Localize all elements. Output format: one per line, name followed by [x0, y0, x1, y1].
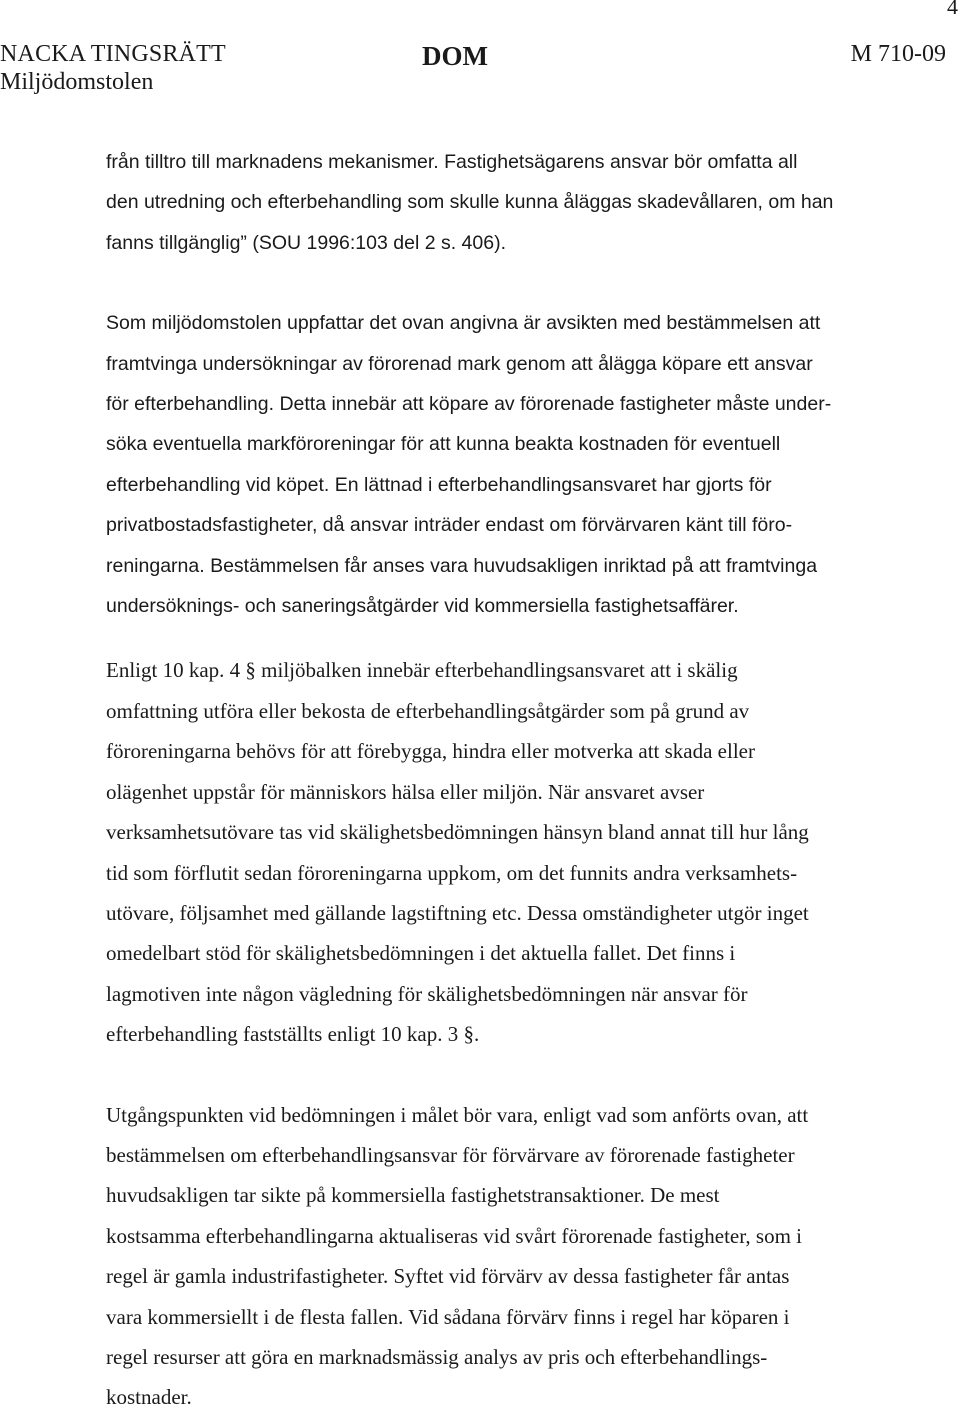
text-line: den utredning och efterbehandling som skulle kunna åläggas skadevållaren, om han: [106, 191, 834, 214]
text-line: undersöknings- och saneringsåtgärder vid kommersiella fastighetsaffärer.: [106, 595, 739, 618]
text-line: föroreningarna behövs för att förebygga, hindra eller motverka att skada eller: [106, 739, 755, 764]
text-line: efterbehandling vid köpet. En lättnad i efterbehandlingsansvaret har gjorts för: [106, 473, 772, 496]
text-line: omfattning utföra eller bekosta de efterbehandlingsåtgärder som på grund av: [106, 698, 750, 723]
text-line: för efterbehandling. Detta innebär att köpare av förorenade fastigheter måste under-: [106, 393, 832, 416]
paragraph-3: [106, 650, 896, 1054]
text-line: söka eventuella markföroreningar för att kunna beakta kostnaden för eventuell: [106, 433, 781, 456]
document-header: [0, 40, 946, 96]
text-line: Som miljödomstolen uppfattar det ovan angivna är avsikten med bestämmelsen att: [106, 312, 821, 335]
text-line: omedelbart stöd för skälighetsbedömningen i det aktuella fallet. Det finns i: [106, 941, 736, 966]
text-line: verksamhetsutövare tas vid skälighetsbedömningen hänsyn bland annat till hur lång: [106, 820, 809, 845]
text-line: vara kommersiellt i de flesta fallen. Vid sådana förvärv finns i regel har köparen i: [106, 1304, 790, 1329]
text-line: utövare, följsamhet med gällande lagstiftning etc. Dessa omständigheter utgör inget: [106, 900, 809, 925]
court-unit: Miljödomstolen: [0, 69, 154, 95]
text-line: regel resurser att göra en marknadsmässig analys av pris och efterbehandlings-: [106, 1344, 768, 1369]
text-line: regel är gamla industrifastigheter. Syftet vid förvärv av dessa fastigheter får antas: [106, 1264, 790, 1289]
text-line: kostnader.: [106, 1385, 192, 1410]
text-line: kostsamma efterbehandlingarna aktualiseras vid svårt förorenade fastigheter, som i: [106, 1223, 802, 1248]
text-line: efterbehandling fastställts enligt 10 kap. 3 §.: [106, 1022, 480, 1047]
text-line: privatbostadsfastigheter, då ansvar inträder endast om förvärvaren känt till föro-: [106, 514, 793, 537]
text-line: från tilltro till marknadens mekanismer. Fastighetsägarens ansvar bör omfatta all: [106, 151, 798, 173]
text-line: reningarna. Bestämmelsen får anses vara huvudsakligen inriktad på att framtvinga: [106, 554, 818, 577]
court-name: NACKA TINGSRÄTT: [0, 41, 226, 67]
text-line: fanns tillgänglig” (SOU 1996:103 del 2 s. 406).: [106, 231, 506, 254]
text-line: bestämmelsen om efterbehandlingsansvar för förvärvare av förorenade fastigheter: [106, 1142, 795, 1167]
paragraph-2: [106, 303, 896, 626]
text-line: olägenhet uppstår för människors hälsa eller miljön. När ansvaret avser: [106, 779, 705, 804]
text-line: lagmotiven inte någon vägledning för skälighetsbedömningen när ansvar för: [106, 981, 748, 1006]
text-line: tid som förflutit sedan föroreningarna uppkom, om det funnits andra verksamhets-: [106, 860, 798, 885]
case-number: M 710-09: [850, 41, 946, 67]
text-line: Utgångspunkten vid bedömningen i målet bör vara, enligt vad som anförts ovan, att: [106, 1102, 809, 1127]
text-line: framtvinga undersökningar av förorenad mark genom att ålägga köpare ett ansvar: [106, 352, 813, 375]
document-type: DOM: [422, 41, 488, 71]
document-body: [106, 142, 896, 1418]
paragraph-4: [106, 1095, 896, 1418]
text-line: Enligt 10 kap. 4 § miljöbalken innebär efterbehandlingsansvaret att i skälig: [106, 658, 738, 683]
page-number: 4: [947, 0, 958, 19]
paragraph-1: [106, 142, 896, 263]
text-line: huvudsakligen tar sikte på kommersiella fastighetstransaktioner. De mest: [106, 1183, 720, 1208]
